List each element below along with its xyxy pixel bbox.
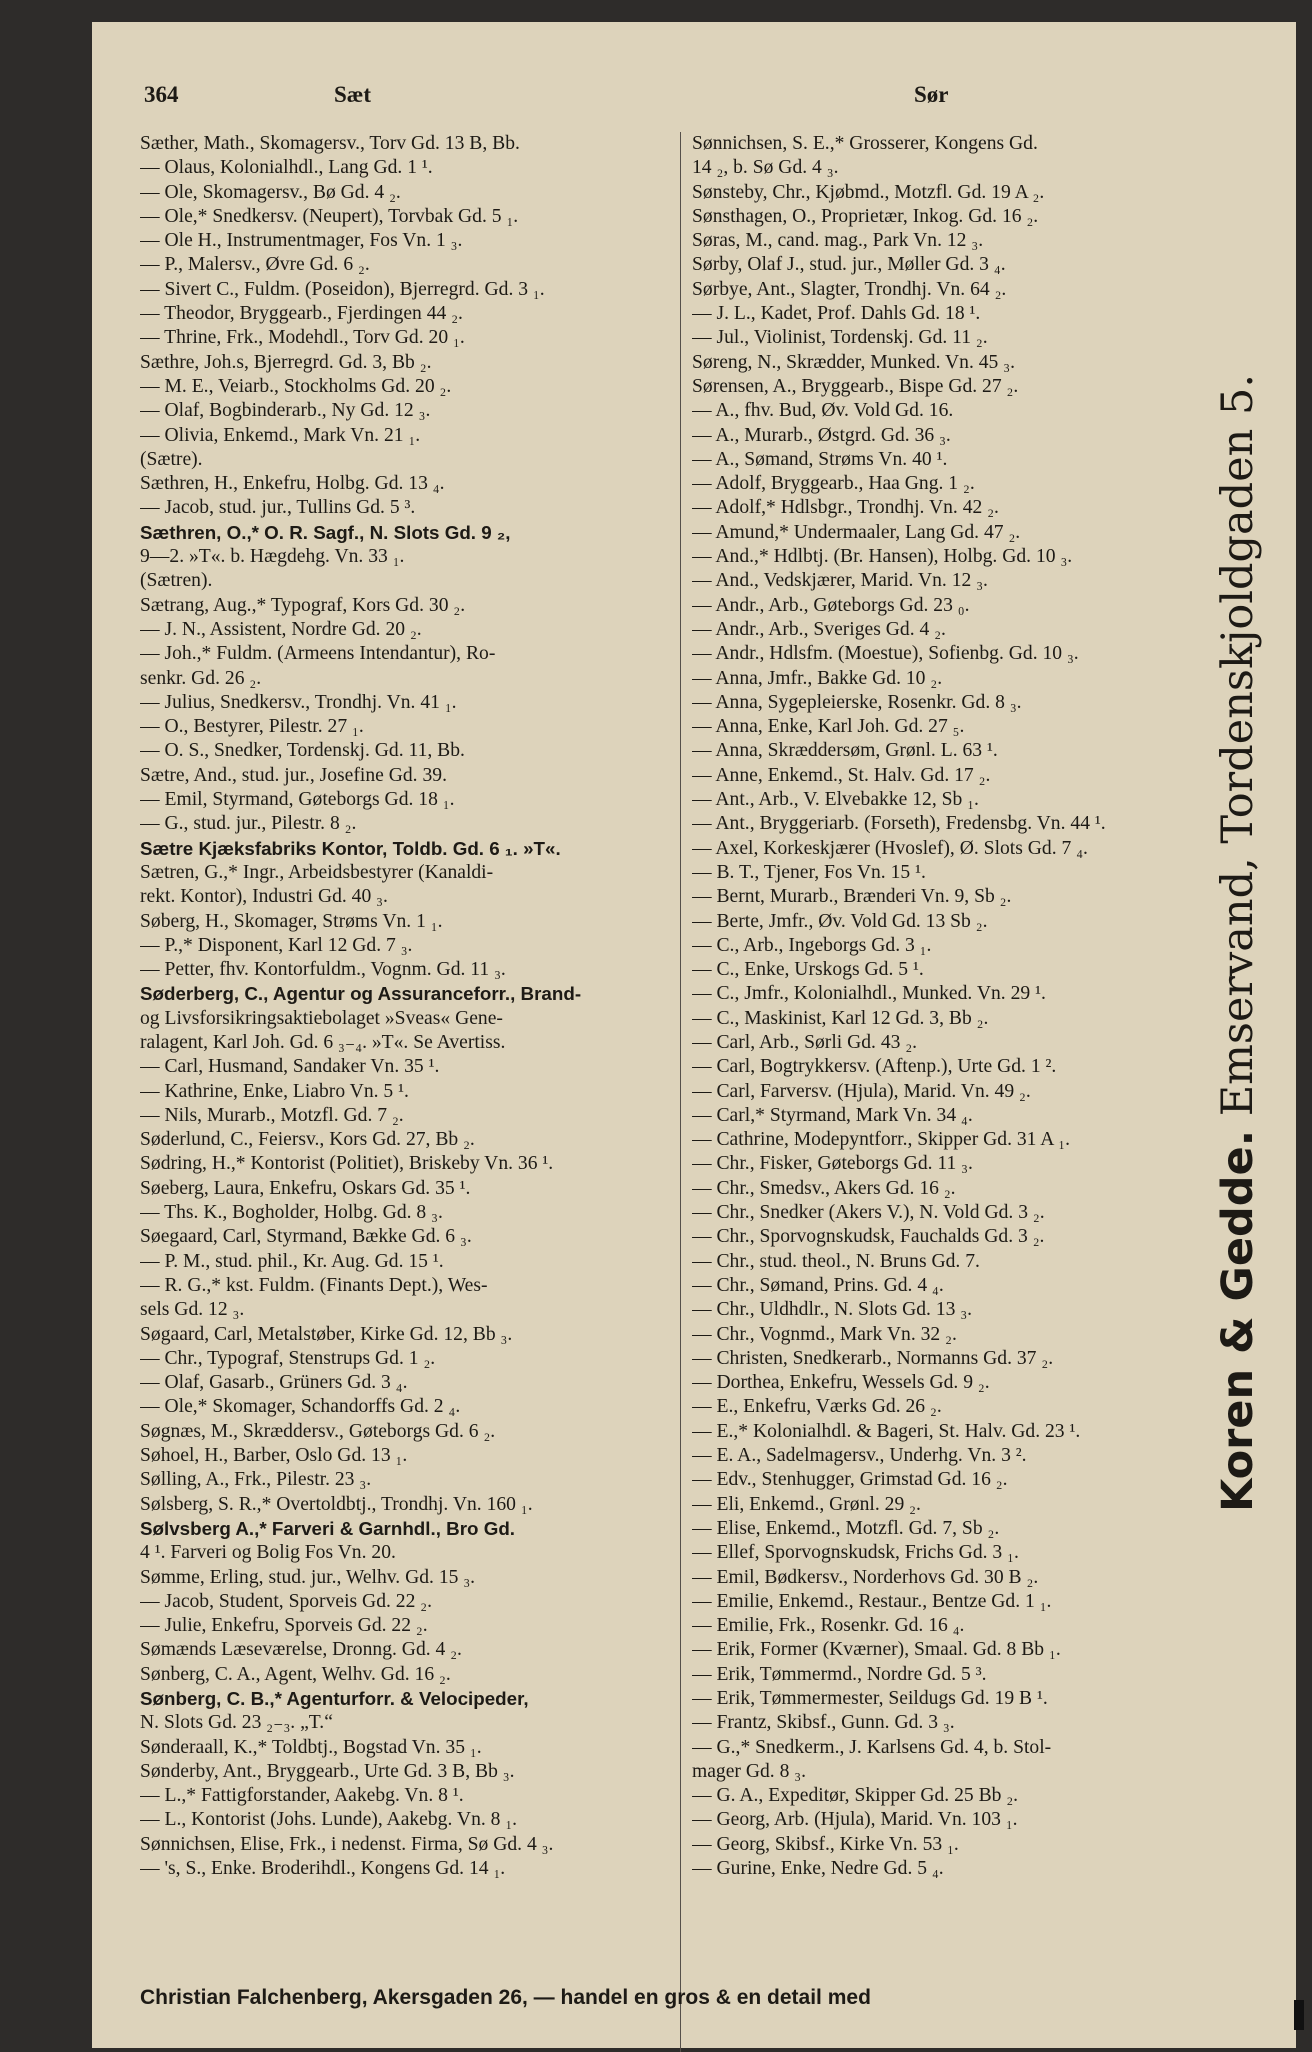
left-entry: — Julie, Enkefru, Sporveis Gd. 22 ₂. (140, 1615, 428, 1637)
left-entry: og Livsforsikringsaktiebolaget »Sveas« Gene- (140, 1007, 503, 1029)
right-entry: — Axel, Korkeskjærer (Hvoslef), Ø. Slots Gd. 7 ₄. (692, 837, 1088, 859)
right-entry: — Emilie, Frk., Rosenkr. Gd. 16 ₄. (692, 1615, 965, 1637)
left-entry: — Ole,* Skomager, Schandorffs Gd. 2 ₄. (140, 1396, 461, 1418)
right-entry: — Chr., Smedsv., Akers Gd. 16 ₂. (692, 1177, 956, 1199)
left-entry: — Kathrine, Enke, Liabro Vn. 5 ¹. (140, 1080, 409, 1102)
right-entry: — Carl, Farversv. (Hjula), Marid. Vn. 49 ₂. (692, 1080, 1031, 1102)
right-entry: — Anne, Enkemd., St. Halv. Gd. 17 ₂. (692, 764, 991, 786)
left-entry: — Ths. K., Bogholder, Holbg. Gd. 8 ₃. (140, 1202, 443, 1224)
left-entry: — O., Bestyrer, Pilestr. 27 ₁. (140, 716, 364, 738)
right-entry: — E. A., Sadelmagersv., Underhg. Vn. 3 ². (692, 1445, 1027, 1467)
left-entry: Sæthren, O.,* O. R. Sagf., N. Slots Gd. 9 ₂, (140, 521, 511, 543)
right-entry: — Anna, Enke, Karl Joh. Gd. 27 ₅. (692, 716, 965, 738)
right-entry: — G.,* Snedkerm., J. Karlsens Gd. 4, b. Stol- (692, 1736, 1052, 1758)
left-column (140, 132, 670, 1881)
right-entry: — Anna, Sygepleierske, Rosenkr. Gd. 8 ₃. (692, 691, 1022, 713)
vertical-advertisement (1190, 122, 1262, 1512)
left-entry: — M. E., Veiarb., Stockholms Gd. 20 ₂. (140, 375, 452, 397)
left-entry: Sødring, H.,* Kontorist (Politiet), Briskeby Vn. 36 ¹. (140, 1153, 554, 1175)
right-entry: — Berte, Jmfr., Øv. Vold Gd. 13 Sb ₂. (692, 910, 988, 932)
left-entry: Sætren, G.,* Ingr., Arbeidsbestyrer (Kanaldi- (140, 861, 494, 883)
left-entry: Sølvsberg A.,* Farveri & Garnhdl., Bro Gd. (140, 1517, 516, 1539)
right-entry: Søreng, N., Skrædder, Munked. Vn. 45 ₃. (692, 351, 1015, 373)
right-entry: — Dorthea, Enkefru, Wessels Gd. 9 ₂. (692, 1372, 990, 1394)
right-entry: Sørby, Olaf J., stud. jur., Møller Gd. 3 ₄. (692, 254, 1006, 276)
right-entry: — Ant., Bryggeriarb. (Forseth), Fredensbg. Vn. 44 ¹. (692, 813, 1106, 835)
right-entry: — A., Murarb., Østgrd. Gd. 36 ₃. (692, 424, 951, 446)
right-entry: — Jul., Violinist, Tordenskj. Gd. 11 ₂. (692, 327, 988, 349)
left-entry: Sønderaall, K.,* Toldbtj., Bogstad Vn. 35 ₁. (140, 1736, 482, 1758)
right-entry: 14 ₂, b. Sø Gd. 4 ₃. (692, 157, 839, 179)
left-entry: Sæthre, Joh.s, Bjerregrd. Gd. 3, Bb ₂. (140, 351, 432, 373)
left-entry: Søderberg, C., Agentur og Assuranceforr., Brand- (140, 983, 582, 1005)
right-entry: — Andr., Arb., Sveriges Gd. 4 ₂. (692, 618, 946, 640)
left-entry: — L.,* Fattigforstander, Aakebg. Vn. 8 ¹. (140, 1785, 464, 1807)
left-entry: Søgnæs, M., Skræddersv., Gøteborgs Gd. 6 ₂. (140, 1420, 496, 1442)
right-entry: — Bernt, Murarb., Brænderi Vn. 9, Sb ₂. (692, 886, 1012, 908)
left-entry: senkr. Gd. 26 ₂. (140, 667, 262, 689)
right-column (692, 132, 1177, 1881)
right-entry: — C., Enke, Urskogs Gd. 5 ¹. (692, 959, 924, 981)
right-entry: — Adolf, Bryggearb., Haa Gng. 1 ₂. (692, 473, 975, 495)
right-entry: — Carl, Bogtrykkersv. (Aftenp.), Urte Gd. 1 ². (692, 1056, 1057, 1078)
right-entry: — Gurine, Enke, Nedre Gd. 5 ₄. (692, 1858, 944, 1880)
right-entry: — Eli, Enkemd., Grønl. 29 ₂. (692, 1493, 921, 1515)
right-entry: — A., Sømand, Strøms Vn. 40 ¹. (692, 448, 948, 470)
left-entry: — Sivert C., Fuldm. (Poseidon), Bjerregrd. Gd. 3 ₁. (140, 278, 545, 300)
left-entry: Søderlund, C., Feiersv., Kors Gd. 27, Bb ₂. (140, 1129, 475, 1151)
left-entry: Søgaard, Carl, Metalstøber, Kirke Gd. 12, Bb ₃. (140, 1323, 513, 1345)
left-entry: — Emil, Styrmand, Gøteborgs Gd. 18 ₁. (140, 789, 455, 811)
left-entry: — Olaf, Bogbinderarb., Ny Gd. 12 ₃. (140, 400, 431, 422)
left-entry: Søeberg, Laura, Enkefru, Oskars Gd. 35 ¹. (140, 1177, 471, 1199)
right-entry: — Emil, Bødkersv., Norderhovs Gd. 30 B ₂. (692, 1566, 1039, 1588)
right-entry: — Chr., Sporvognskudsk, Fauchalds Gd. 3 ₂. (692, 1226, 1045, 1248)
right-entry: — Erik, Tømmermester, Seildugs Gd. 19 B ¹. (692, 1688, 1048, 1709)
footer-advertisement: Christian Falchenberg, Akersgaden 26, — handel en gros & en detail med (140, 1986, 871, 2009)
right-entry: Sørensen, A., Bryggearb., Bispe Gd. 27 ₂. (692, 375, 1019, 397)
left-entry: Sønberg, C. A., Agent, Welhv. Gd. 16 ₂. (140, 1663, 451, 1685)
right-entry: — Chr., Vognmd., Mark Vn. 32 ₂. (692, 1323, 957, 1345)
right-entry: — Chr., Sømand, Prins. Gd. 4 ₄. (692, 1274, 944, 1296)
right-entry: — Ant., Arb., V. Elvebakke 12, Sb ₁. (692, 789, 979, 811)
right-entry: — Chr., Uldhdlr., N. Slots Gd. 13 ₃. (692, 1299, 973, 1321)
right-entry: mager Gd. 8 ₃. (692, 1760, 807, 1782)
right-entry: — Chr., stud. theol., N. Bruns Gd. 7. (692, 1250, 980, 1272)
right-entry: — Christen, Snedkerarb., Normanns Gd. 37 ₂. (692, 1347, 1054, 1369)
right-entry: — Adolf,* Hdlsbgr., Trondhj. Vn. 42 ₂. (692, 497, 999, 519)
left-entry: — O. S., Snedker, Tordenskj. Gd. 11, Bb. (140, 740, 465, 762)
directory-page (92, 22, 1296, 2048)
left-entry: — P.,* Disponent, Karl 12 Gd. 7 ₃. (140, 934, 413, 956)
right-guide-word: Sør (914, 82, 949, 107)
left-entry: 9—2. »T«. b. Hægdehg. Vn. 33 ₁. (140, 546, 405, 568)
left-entry: Sølsberg, S. R.,* Overtoldbtj., Trondhj. Vn. 160 ₁. (140, 1493, 533, 1515)
ad-company: Koren & Gedde. (1213, 1129, 1263, 1512)
left-entry: — J. N., Assistent, Nordre Gd. 20 ₂. (140, 618, 422, 640)
right-entry: — And.,* Hdlbtj. (Br. Hansen), Holbg. Gd. 10 ₃. (692, 546, 1073, 568)
left-entry: — Theodor, Bryggearb., Fjerdingen 44 ₂. (140, 303, 463, 325)
left-entry: — Olaf, Gasarb., Grüners Gd. 3 ₄. (140, 1372, 408, 1394)
right-entry: — Erik, Tømmermd., Nordre Gd. 5 ³. (692, 1663, 987, 1685)
left-entry: — Carl, Husmand, Sandaker Vn. 35 ¹. (140, 1056, 440, 1078)
left-entry: — P. M., stud. phil., Kr. Aug. Gd. 15 ¹. (140, 1250, 444, 1272)
left-entry: — Jacob, Student, Sporveis Gd. 22 ₂. (140, 1590, 433, 1612)
right-entry: — Anna, Jmfr., Bakke Gd. 10 ₂. (692, 667, 943, 689)
right-entry: — Elise, Enkemd., Motzfl. Gd. 7, Sb ₂. (692, 1517, 1000, 1539)
left-entry: (Sætre). (140, 448, 203, 470)
left-entry: sels Gd. 12 ₃. (140, 1299, 245, 1321)
left-entry: — Ole,* Snedkersv. (Neupert), Torvbak Gd. 5 ₁. (140, 205, 519, 227)
right-entry: — J. L., Kadet, Prof. Dahls Gd. 18 ¹. (692, 303, 981, 325)
left-entry: — Olaus, Kolonialhdl., Lang Gd. 1 ¹. (140, 157, 433, 179)
right-entry: — Emilie, Enkemd., Restaur., Bentze Gd. 1 ₁. (692, 1590, 1052, 1612)
left-entry: Sømænds Læseværelse, Dronng. Gd. 4 ₂. (140, 1639, 462, 1661)
right-entry: — Georg, Skibsf., Kirke Vn. 53 ₁. (692, 1833, 959, 1855)
left-entry: Sønnichsen, Elise, Frk., i nedenst. Firma, Sø Gd. 4 ₃. (140, 1833, 554, 1855)
left-entry: — Thrine, Frk., Modehdl., Torv Gd. 20 ₁. (140, 327, 465, 349)
right-entry: — Amund,* Undermaaler, Lang Gd. 47 ₂. (692, 521, 1021, 543)
right-entry: — C., Arb., Ingeborgs Gd. 3 ₁. (692, 934, 932, 956)
right-entry: — Georg, Arb. (Hjula), Marid. Vn. 103 ₁. (692, 1809, 1018, 1831)
left-entry: Søhoel, H., Barber, Oslo Gd. 13 ₁. (140, 1445, 408, 1467)
right-entry: — Chr., Snedker (Akers V.), N. Vold Gd. 3 ₂. (692, 1202, 1045, 1224)
left-entry: Sætre, And., stud. jur., Josefine Gd. 39. (140, 764, 447, 786)
left-entry: Sætre Kjæksfabriks Kontor, Toldb. Gd. 6 ₁. »T«. (140, 837, 561, 859)
left-entry: 4 ¹. Farveri og Bolig Fos Vn. 20. (140, 1542, 396, 1564)
left-entry: — G., stud. jur., Pilestr. 8 ₂. (140, 813, 357, 835)
right-entry: Søras, M., cand. mag., Park Vn. 12 ₃. (692, 230, 984, 252)
left-entry: (Sætren). (140, 570, 213, 592)
right-entry: — Edv., Stenhugger, Grimstad Gd. 16 ₂. (692, 1469, 1008, 1491)
right-entry: — And., Vedskjærer, Marid. Vn. 12 ₃. (692, 570, 988, 592)
right-entry: Sørbye, Ant., Slagter, Trondhj. Vn. 64 ₂. (692, 278, 1007, 300)
right-entry: — E., Enkefru, Værks Gd. 26 ₂. (692, 1396, 942, 1418)
left-entry: — L., Kontorist (Johs. Lunde), Aakebg. Vn. 8 ₁. (140, 1809, 518, 1831)
left-entry: — Petter, fhv. Kontorfuldm., Vognm. Gd. 11 ₃. (140, 959, 506, 981)
left-entry: N. Slots Gd. 23 ₂₋₃. „T.“ (140, 1712, 333, 1734)
right-entry: — Carl, Arb., Sørli Gd. 43 ₂. (692, 1031, 918, 1053)
right-entry: — C., Maskinist, Karl 12 Gd. 3, Bb ₂. (692, 1007, 989, 1029)
right-entry: — B. T., Tjener, Fos Vn. 15 ¹. (692, 861, 926, 883)
left-entry: ralagent, Karl Joh. Gd. 6 ₃₋₄. »T«. Se Avertiss. (140, 1031, 506, 1053)
left-guide-word: Sæt (334, 82, 372, 107)
left-entry: rekt. Kontor), Industri Gd. 40 ₃. (140, 886, 388, 908)
column-divider (680, 132, 681, 2052)
left-entry: — Joh.,* Fuldm. (Armeens Intendantur), Ro- (140, 643, 496, 665)
right-entry: — Ellef, Sporvognskudsk, Frichs Gd. 3 ₁. (692, 1542, 1019, 1564)
right-entry: — G. A., Expeditør, Skipper Gd. 25 Bb ₂. (692, 1785, 1019, 1807)
left-entry: Sømme, Erling, stud. jur., Welhv. Gd. 15 ₃. (140, 1566, 476, 1588)
left-entry: Søberg, H., Skomager, Strøms Vn. 1 ₁. (140, 910, 443, 932)
right-entry: — Erik, Former (Kværner), Smaal. Gd. 8 Bb ₁. (692, 1639, 1061, 1661)
left-entry: Sønderby, Ant., Bryggearb., Urte Gd. 3 B, Bb ₃. (140, 1760, 515, 1782)
left-entry: — Julius, Snedkersv., Trondhj. Vn. 41 ₁. (140, 691, 457, 713)
right-entry: Sønnichsen, S. E.,* Grosserer, Kongens Gd. (692, 133, 1038, 154)
left-entry: Sønberg, C. B.,* Agenturforr. & Velocipeder, (140, 1688, 529, 1709)
left-entry: — Ole H., Instrumentmager, Fos Vn. 1 ₃. (140, 230, 463, 252)
left-entry: — Olivia, Enkemd., Mark Vn. 21 ₁. (140, 424, 421, 446)
left-entry: — R. G.,* kst. Fuldm. (Finants Dept.), Wes- (140, 1274, 488, 1296)
left-entry: — Jacob, stud. jur., Tullins Gd. 5 ³. (140, 497, 416, 519)
left-entry: Sæther, Math., Skomagersv., Torv Gd. 13 B, Bb. (140, 133, 520, 154)
right-entry: — Chr., Fisker, Gøteborgs Gd. 11 ₃. (692, 1153, 973, 1175)
right-entry: — Cathrine, Modepyntforr., Skipper Gd. 31 A ₁. (692, 1129, 1070, 1151)
left-entry: Sæthren, H., Enkefru, Holbg. Gd. 13 ₄. (140, 473, 445, 495)
right-entry: — A., fhv. Bud, Øv. Vold Gd. 16. (692, 400, 954, 422)
right-entry: — Andr., Hdlsfm. (Moestue), Sofienbg. Gd. 10 ₃. (692, 643, 1079, 665)
left-entry: — 's, S., Enke. Broderihdl., Kongens Gd. 14 ₁. (140, 1858, 506, 1880)
page-header (144, 82, 1154, 122)
left-entry: — Nils, Murarb., Motzfl. Gd. 7 ₂. (140, 1104, 404, 1126)
right-entry: — Andr., Arb., Gøteborgs Gd. 23 ₀. (692, 594, 970, 616)
left-entry: Sølling, A., Frk., Pilestr. 23 ₃. (140, 1469, 372, 1491)
right-entry: Sønsteby, Chr., Kjøbmd., Motzfl. Gd. 19 A ₂. (692, 181, 1045, 203)
left-entry: Sætrang, Aug.,* Typograf, Kors Gd. 30 ₂. (140, 594, 466, 616)
right-entry: — C., Jmfr., Kolonialhdl., Munked. Vn. 29 ¹. (692, 983, 1046, 1005)
right-entry: — E.,* Kolonialhdl. & Bageri, St. Halv. Gd. 23 ¹. (692, 1420, 1081, 1442)
left-entry: — Ole, Skomagersv., Bø Gd. 4 ₂. (140, 181, 401, 203)
right-entry: Sønsthagen, O., Proprietær, Inkog. Gd. 16 ₂. (692, 205, 1039, 227)
left-entry: — Chr., Typograf, Stenstrups Gd. 1 ₂. (140, 1347, 436, 1369)
left-entry: Søegaard, Carl, Styrmand, Bække Gd. 6 ₃. (140, 1226, 472, 1248)
right-entry: — Frantz, Skibsf., Gunn. Gd. 3 ₃. (692, 1712, 955, 1734)
left-entry: — P., Malersv., Øvre Gd. 6 ₂. (140, 254, 370, 276)
right-entry: — Carl,* Styrmand, Mark Vn. 34 ₄. (692, 1104, 973, 1126)
right-entry: — Anna, Skræddersøm, Grønl. L. 63 ¹. (692, 740, 998, 762)
page-number: 364 (144, 82, 179, 107)
edge-mark (1294, 2000, 1304, 2030)
ad-text: Emservand, Tordenskjoldgaden 5. (1213, 373, 1263, 1117)
